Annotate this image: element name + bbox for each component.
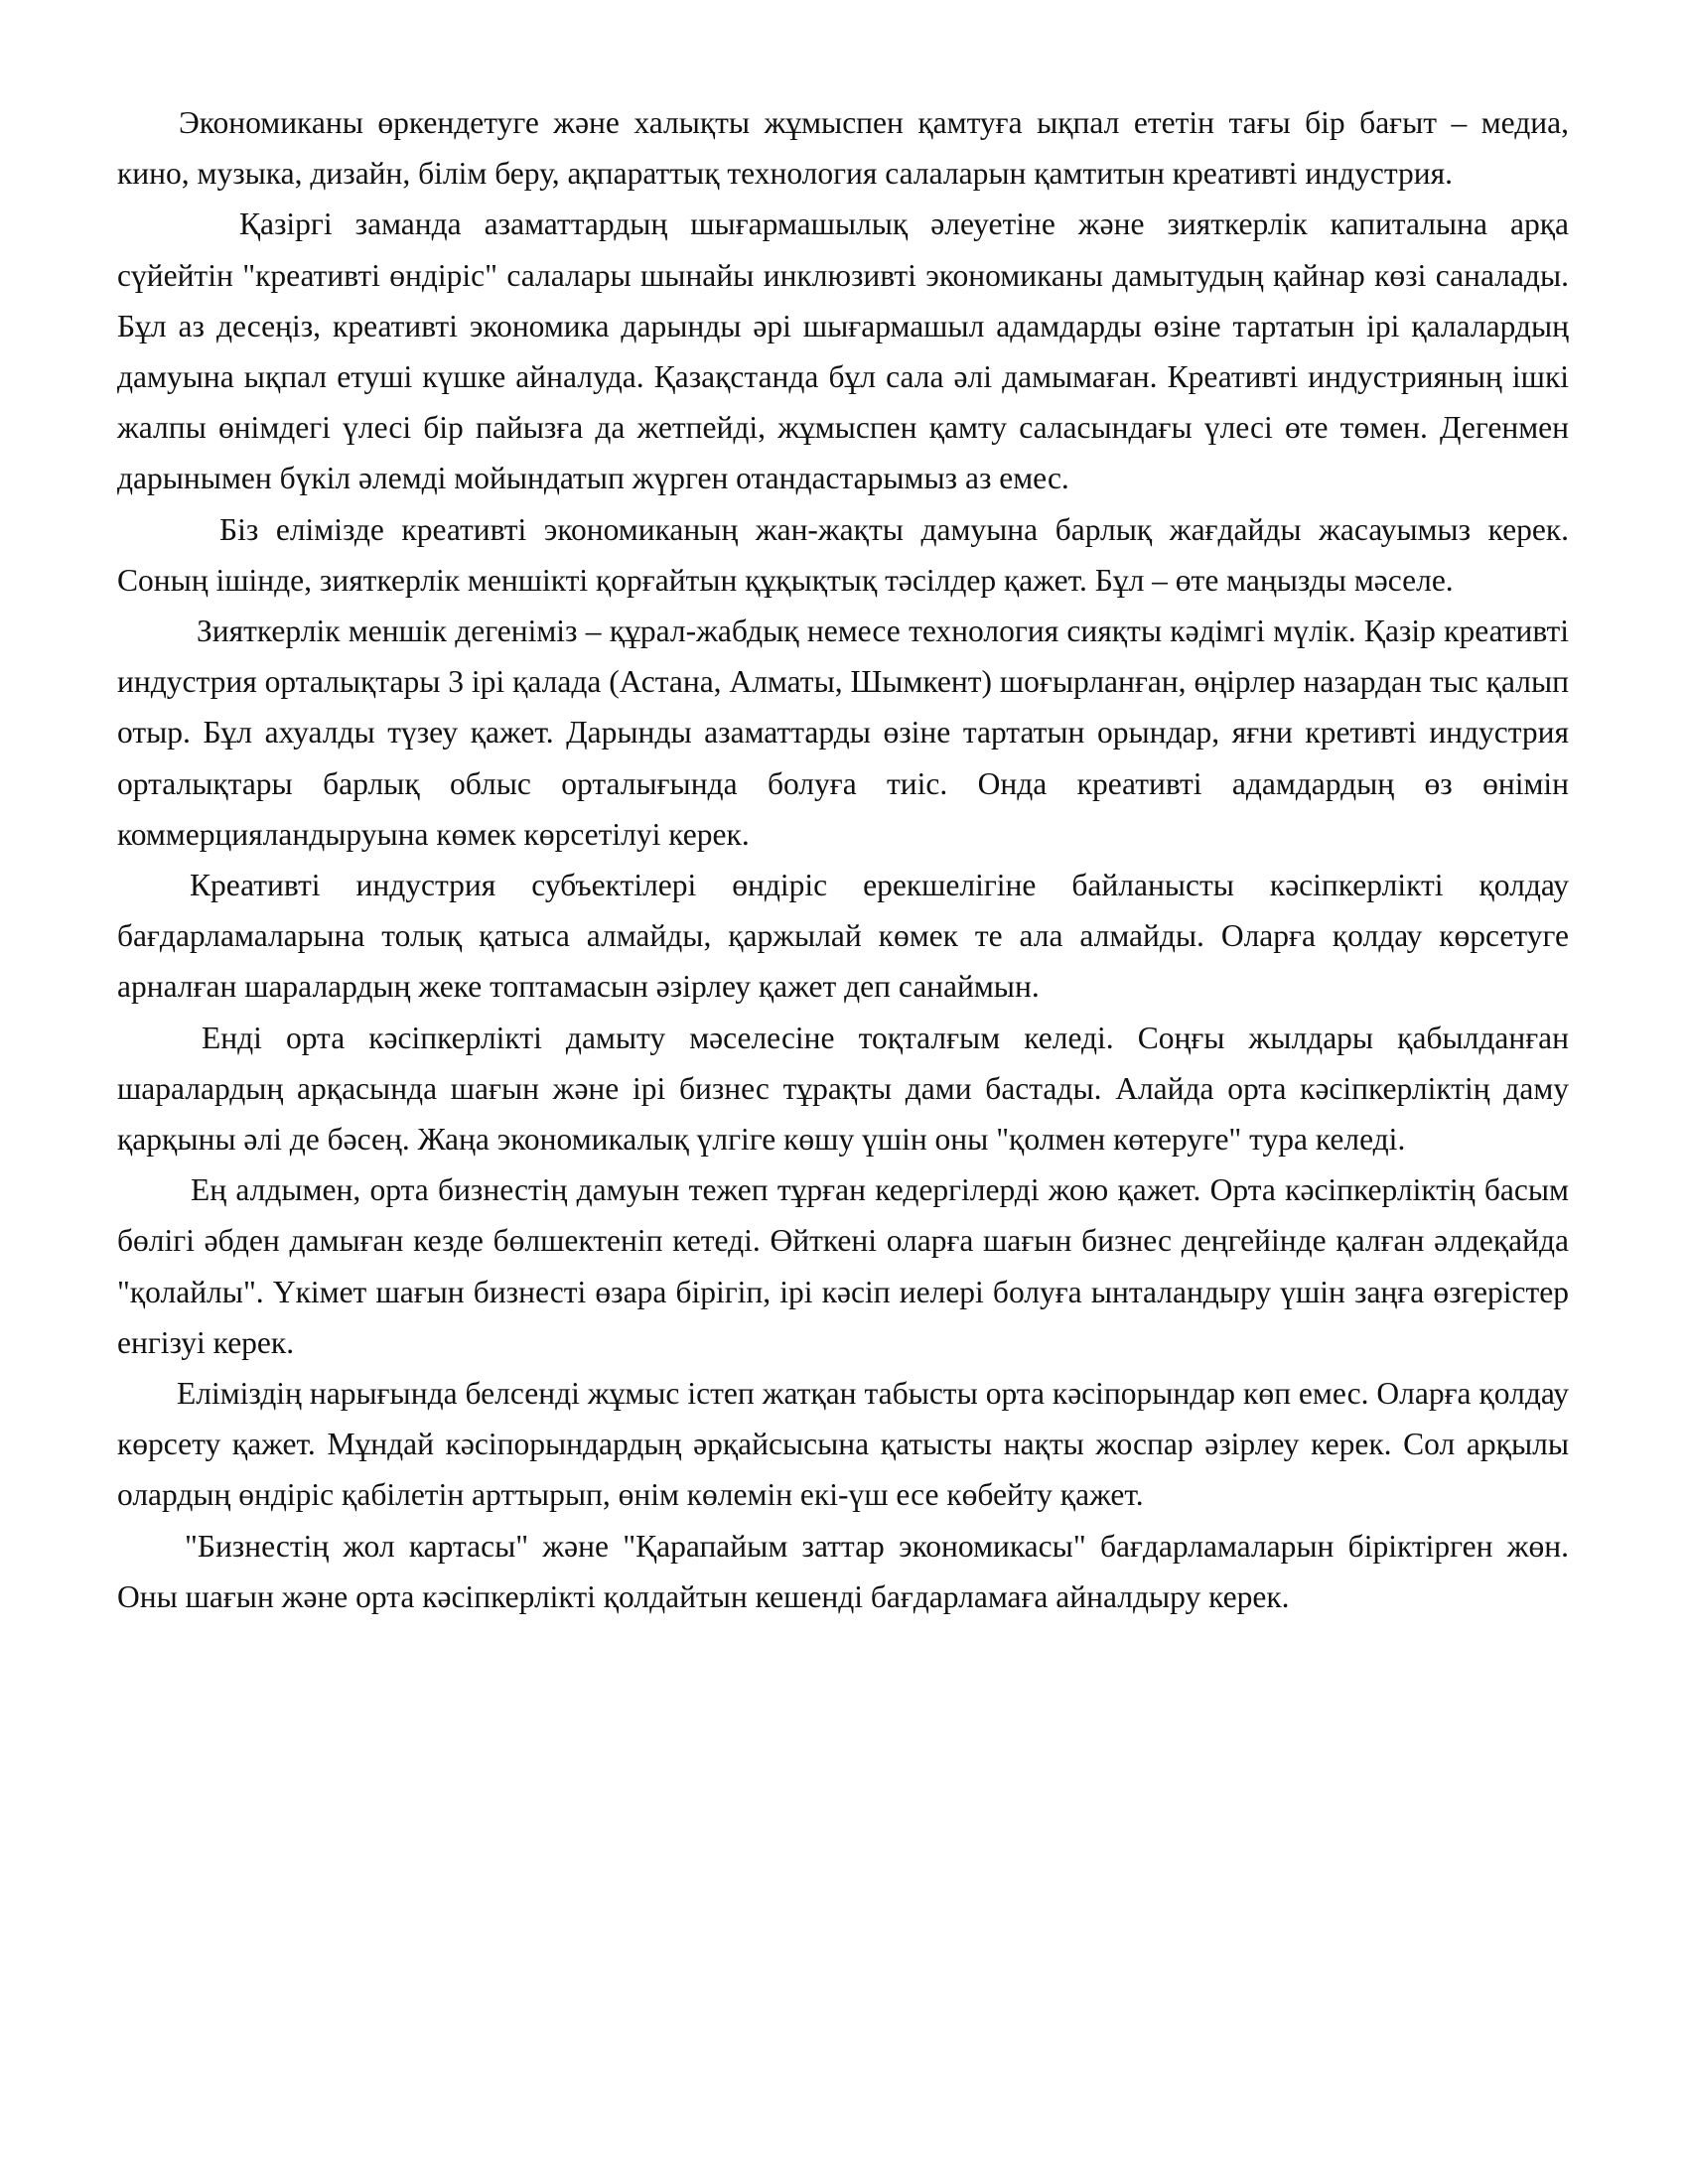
- paragraph-intellectual-property: Зияткерлік меншік дегеніміз – құрал-жабдық немесе технология сияқты кәдімгі мүлік. Қазір креативті индустрия орталықтары 3 ірі қалада (Астана, Алматы, Шымкент) шоғырланған, өңірлер назардан тыс қалып отыр. Бұл ахуалды түзеу қажет. Дарынды азаматтарды өзіне тартатын орындар, яғни кретивті индустрия орталықтары барлық облыс орталығында болуға тиіс. Онда креативті адамдардың өз өнімін коммерцияландыруына көмек көрсетілуі керек.: [117, 614, 1569, 852]
- document-page: [117, 97, 1569, 1622]
- paragraph-remove-barriers: Ең алдымен, орта бизнестің дамуын тежеп тұрған кедергілерді жою қажет. Орта кәсіпкерліктің басым бөлігі әбден дамыған кезде бөлшектеніп кетеді. Өйткені оларға шағын бизнес деңгейінде қалған әлдеқайда "қолайлы". Үкімет шағын бизнесті өзара бірігіп, ірі кәсіп иелері болуға ынталандыру үшін заңға өзгерістер енгізуі керек.: [117, 1172, 1569, 1360]
- paragraph-creative-economy-conditions: Біз елімізде креативті экономиканың жан-жақты дамуына барлық жағдайды жасауымыз керек. Соның ішінде, зияткерлік меншікті қорғайтын құқықтық тәсілдер қажет. Бұл – өте маңызды мәселе.: [117, 511, 1569, 598]
- paragraph-creative-industry-support: Креативті индустрия субъектілері өндіріс ерекшелігіне байланысты кәсіпкерлікті қолдау бағдарламаларына толық қатыса алмайды, қаржылай көмек те ала алмайды. Оларға қолдау көрсетуге арналған шаралардың жеке топтамасын әзірлеу қажет деп санаймын.: [117, 868, 1569, 1005]
- paragraph-creative-production: Қазіргі заманда азаматтардың шығармашылық әлеуетіне және зияткерлік капиталына арқа сүйейтін "креативті өндіріс" салалары шынайы инклюзивті экономиканы дамытудың қайнар көзі саналады. Бұл аз десеңіз, креативті экономика дарынды әрі шығармашыл адамдарды өзіне тартатын ірі қалалардың дамуына ықпал етуші күшке айналуда. Қазақстанда бұл сала әлі дамымаған. Креативті индустрияның ішкі жалпы өнімдегі үлесі бір пайызға да жетпейді, жұмыспен қамту саласындағы үлесі өте төмен. Дегенмен дарынымен бүкіл әлемді мойындатып жүрген отандастарымыз аз емес.: [117, 206, 1569, 496]
- paragraph-program-merge: "Бизнестің жол картасы" және "Қарапайым заттар экономикасы" бағдарламаларын біріктірген жөн. Оны шағын және орта кәсіпкерлікті қолдайтын кешенді бағдарламаға айналдыру керек.: [117, 1528, 1569, 1614]
- paragraph-creative-industry-intro: Экономиканы өркендетуге және халықты жұмыспен қамтуға ықпал ететін тағы бір бағыт – медиа, кино, музыка, дизайн, білім беру, ақпараттық технология салаларын қамтитын креативті индустрия.: [117, 105, 1569, 192]
- paragraph-successful-enterprises: Еліміздің нарығында белсенді жұмыс істеп жатқан табысты орта кәсіпорындар көп емес. Оларға қолдау көрсету қажет. Мұндай кәсіпорындардың әрқайсысына қатысты нақты жоспар әзірлеу керек. Сол арқылы олардың өндіріс қабілетін арттырып, өнім көлемін екі-үш есе көбейту қажет.: [117, 1376, 1569, 1513]
- paragraph-medium-business: Енді орта кәсіпкерлікті дамыту мәселесіне тоқталғым келеді. Соңғы жылдары қабылданған шаралардың арқасында шағын және ірі бизнес тұрақты дами бастады. Алайда орта кәсіпкерліктің даму қарқыны әлі де бәсең. Жаңа экономикалық үлгіге көшу үшін оны "қолмен көтеруге" тура келеді.: [117, 1020, 1569, 1158]
